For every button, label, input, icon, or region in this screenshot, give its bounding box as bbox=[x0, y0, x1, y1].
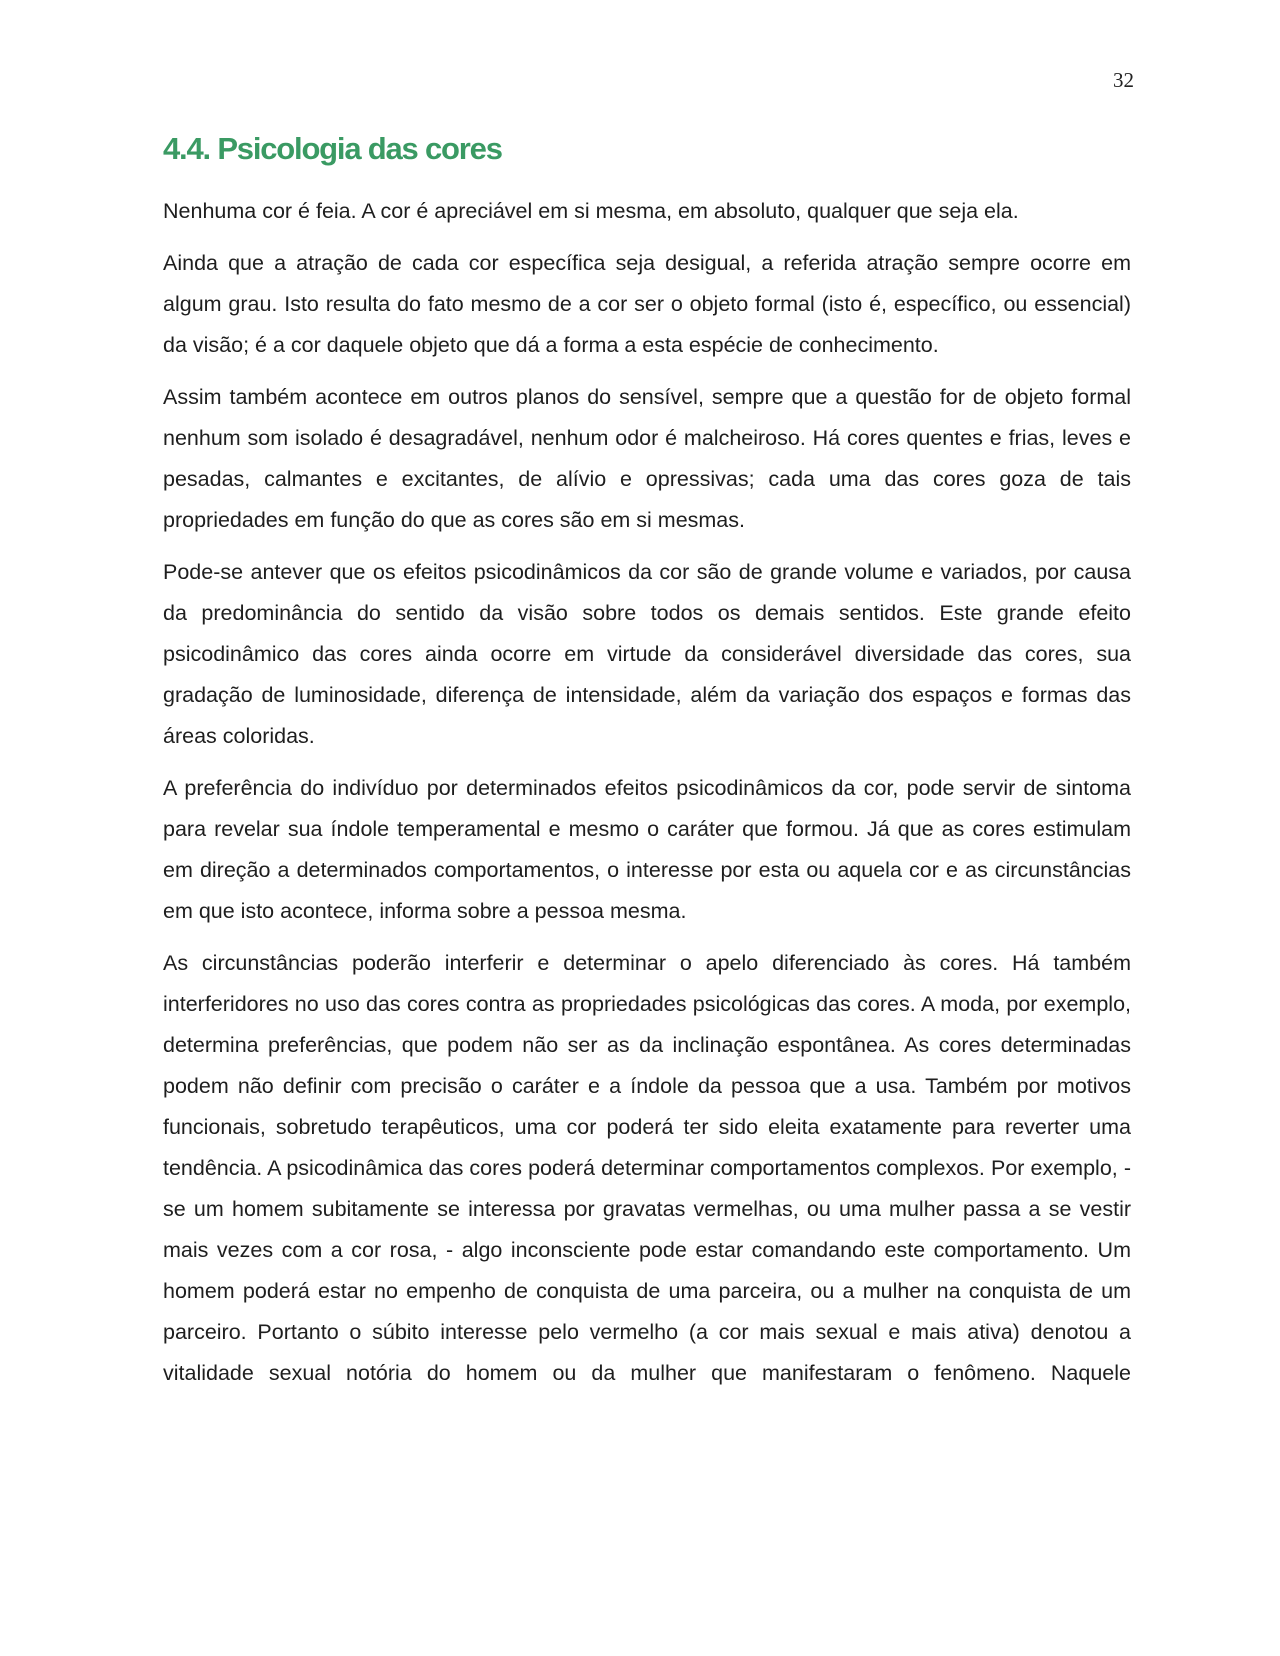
page-number: 32 bbox=[1113, 68, 1134, 92]
paragraph: Pode-se antever que os efeitos psicodinâmicos da cor são de grande volume e variados, por causa da predominância do sentido da visão sobre todos os demais sentidos. Este grande efeito psicodinâmico das cores ainda ocorre em virtude da considerável diversidade das cores, sua gradação de luminosidade, diferença de intensidade, além da variação dos espaços e formas das áreas coloridas. bbox=[163, 560, 1131, 748]
paragraph: Nenhuma cor é feia. A cor é apreciável em si mesma, em absoluto, qualquer que seja ela. bbox=[163, 199, 1019, 223]
paragraph: Assim também acontece em outros planos do sensível, sempre que a questão for de objeto formal nenhum som isolado é desagradável, nenhum odor é malcheiroso. Há cores quentes e frias, leves e pesadas, calmantes e excitantes, de alívio e opressivas; cada uma das cores goza de tais propriedades em função do que as cores são em si mesmas. bbox=[163, 385, 1131, 532]
paragraph: As circunstâncias poderão interferir e determinar o apelo diferenciado às cores. Há também interferidores no uso das cores contra as propriedades psicológicas das cores. A moda, por exemplo, determina preferências, que podem não ser as da inclinação espontânea. As cores determinadas podem não definir com precisão o caráter e a índole da pessoa que a usa. Também por motivos funcionais, sobretudo terapêuticos, uma cor poderá ter sido eleita exatamente para reverter uma tendência. A psicodinâmica das cores poderá determinar comportamentos complexos. Por exemplo, - se um homem subitamente se interessa por gravatas vermelhas, ou uma mulher passa a se vestir mais vezes com a cor rosa, - algo inconsciente pode estar comandando este comportamento. Um homem poderá estar no empenho de conquista de uma parceira, ou a mulher na conquista de um parceiro. Portanto o súbito interesse pelo vermelho (a cor mais sexual e mais ativa) denotou a vitalidade sexual notória do homem ou da mulher que manifestaram o fenômeno. Naquele bbox=[163, 951, 1131, 1385]
section-title: 4.4. Psicologia das cores bbox=[163, 131, 502, 166]
paragraph: A preferência do indivíduo por determinados efeitos psicodinâmicos da cor, pode servir de sintoma para revelar sua índole temperamental e mesmo o caráter que formou. Já que as cores estimulam em direção a determinados comportamentos, o interesse por esta ou aquela cor e as circunstâncias em que isto acontece, informa sobre a pessoa mesma. bbox=[163, 776, 1131, 923]
body-text bbox=[163, 191, 1131, 1405]
paragraph: Ainda que a atração de cada cor específica seja desigual, a referida atração sempre ocorre em algum grau. Isto resulta do fato mesmo de a cor ser o objeto formal (isto é, específico, ou essencial) da visão; é a cor daquele objeto que dá a forma a esta espécie de conhecimento. bbox=[163, 251, 1131, 357]
